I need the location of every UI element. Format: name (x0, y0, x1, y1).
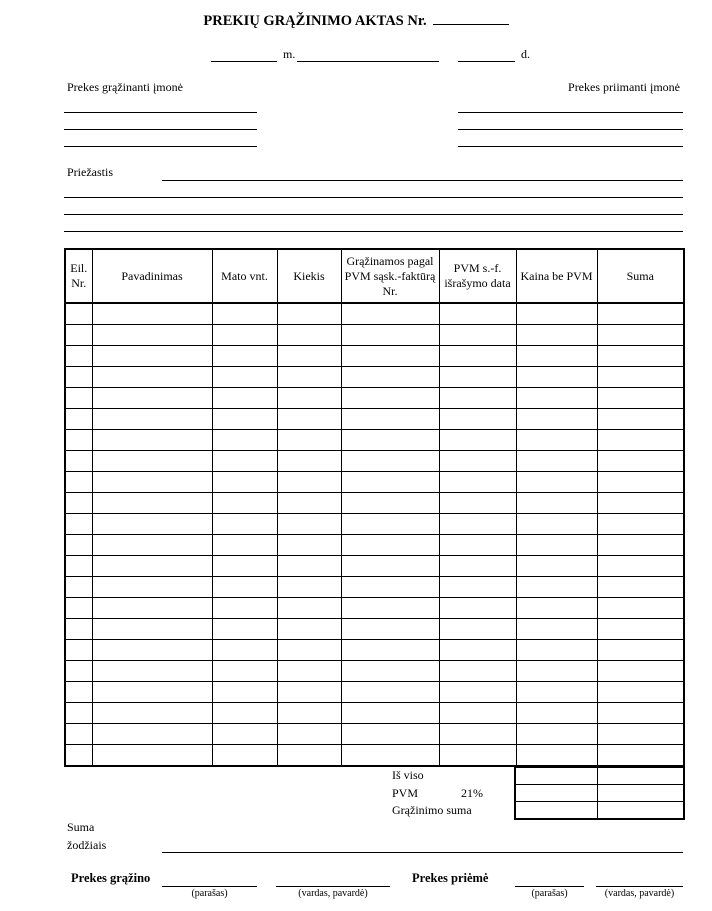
table-cell[interactable] (516, 619, 597, 640)
table-cell[interactable] (439, 367, 516, 388)
table-cell[interactable] (597, 472, 684, 493)
table-cell[interactable] (439, 556, 516, 577)
table-cell[interactable] (597, 598, 684, 619)
table-cell[interactable] (212, 472, 277, 493)
table-cell[interactable] (277, 388, 341, 409)
table-cell[interactable] (212, 619, 277, 640)
table-cell[interactable] (341, 367, 439, 388)
table-cell[interactable] (92, 682, 212, 703)
table-cell[interactable] (65, 682, 92, 703)
table-cell[interactable] (516, 661, 597, 682)
table-cell[interactable] (516, 703, 597, 724)
table-cell[interactable] (516, 640, 597, 661)
return-sum-cell-price[interactable] (515, 802, 597, 820)
table-cell[interactable] (341, 577, 439, 598)
table-cell[interactable] (92, 703, 212, 724)
table-cell[interactable] (65, 493, 92, 514)
returning-company-line-2[interactable] (64, 129, 257, 130)
table-cell[interactable] (516, 451, 597, 472)
returner-signature-line[interactable] (162, 886, 257, 887)
table-cell[interactable] (92, 514, 212, 535)
table-cell[interactable] (516, 577, 597, 598)
returning-company-label: Prekes grąžinanti įmonė (67, 80, 183, 94)
table-cell[interactable] (277, 661, 341, 682)
table-row (65, 661, 684, 682)
table-cell[interactable] (516, 409, 597, 430)
table-cell[interactable] (277, 367, 341, 388)
table-cell[interactable] (212, 514, 277, 535)
table-cell[interactable] (439, 514, 516, 535)
table-cell[interactable] (597, 409, 684, 430)
totals-row-vat (515, 785, 684, 802)
table-cell[interactable] (516, 493, 597, 514)
table-cell[interactable] (597, 451, 684, 472)
year-suffix: m. (283, 47, 296, 61)
table-cell[interactable] (439, 535, 516, 556)
table-cell[interactable] (92, 346, 212, 367)
reason-line-1[interactable] (162, 180, 683, 181)
table-cell[interactable] (516, 745, 597, 767)
receiving-company-line-3[interactable] (458, 146, 683, 147)
receiver-signature-caption: (parašas) (531, 888, 568, 899)
table-cell[interactable] (212, 367, 277, 388)
table-cell[interactable] (277, 724, 341, 745)
table-row (65, 451, 684, 472)
table-row (65, 745, 684, 767)
table-cell[interactable] (516, 598, 597, 619)
table-cell[interactable] (65, 472, 92, 493)
table-cell[interactable] (341, 619, 439, 640)
table-cell[interactable] (277, 598, 341, 619)
table-cell[interactable] (516, 514, 597, 535)
table-cell[interactable] (212, 303, 277, 325)
table-cell[interactable] (65, 430, 92, 451)
table-row (65, 535, 684, 556)
table-cell[interactable] (65, 640, 92, 661)
table-cell[interactable] (439, 619, 516, 640)
table-cell[interactable] (341, 472, 439, 493)
table-cell[interactable] (92, 388, 212, 409)
title-text: PREKIŲ GRĄŽINIMO AKTAS Nr. (203, 13, 427, 29)
table-cell[interactable] (277, 682, 341, 703)
totals-row-return-sum (515, 802, 684, 820)
table-cell[interactable] (277, 409, 341, 430)
table-cell[interactable] (277, 619, 341, 640)
table-cell[interactable] (341, 514, 439, 535)
table-cell[interactable] (65, 535, 92, 556)
items-table (64, 248, 685, 767)
table-cell[interactable] (65, 325, 92, 346)
table-cell[interactable] (277, 745, 341, 767)
receiving-company-line-1[interactable] (458, 112, 683, 113)
table-cell[interactable] (597, 493, 684, 514)
table-cell[interactable] (65, 703, 92, 724)
table-cell[interactable] (597, 682, 684, 703)
table-row (65, 598, 684, 619)
table-cell[interactable] (277, 493, 341, 514)
table-cell[interactable] (277, 303, 341, 325)
table-cell[interactable] (516, 430, 597, 451)
table-cell[interactable] (439, 472, 516, 493)
table-cell[interactable] (212, 661, 277, 682)
table-cell[interactable] (439, 493, 516, 514)
table-cell[interactable] (341, 682, 439, 703)
returns-by-label: Prekes grąžino (71, 871, 151, 885)
table-row (65, 430, 684, 451)
table-cell[interactable] (341, 325, 439, 346)
table-cell[interactable] (65, 409, 92, 430)
table-cell[interactable] (92, 430, 212, 451)
table-cell[interactable] (277, 640, 341, 661)
table-cell[interactable] (92, 451, 212, 472)
table-cell[interactable] (212, 745, 277, 767)
table-cell[interactable] (341, 346, 439, 367)
table-cell[interactable] (597, 388, 684, 409)
table-cell[interactable] (516, 556, 597, 577)
return-sum-cell-sum[interactable] (597, 802, 684, 820)
table-cell[interactable] (439, 325, 516, 346)
table-cell[interactable] (92, 535, 212, 556)
table-cell[interactable] (277, 703, 341, 724)
receiver-signature-line[interactable] (515, 886, 584, 887)
table-row (65, 577, 684, 598)
table-cell[interactable] (516, 682, 597, 703)
date-field-year[interactable] (211, 61, 277, 62)
return-sum-label: Grąžinimo suma (392, 803, 472, 817)
table-cell[interactable] (597, 619, 684, 640)
table-cell[interactable] (212, 535, 277, 556)
table-cell[interactable] (65, 388, 92, 409)
table-cell[interactable] (92, 472, 212, 493)
table-row (65, 703, 684, 724)
totals-table (514, 766, 685, 820)
vat-rate: 21% (461, 786, 483, 800)
table-cell[interactable] (277, 346, 341, 367)
table-cell[interactable] (277, 472, 341, 493)
vat-cell-sum[interactable] (597, 785, 684, 802)
table-row (65, 724, 684, 745)
table-cell[interactable] (439, 430, 516, 451)
day-suffix: d. (521, 47, 530, 61)
table-cell[interactable] (92, 577, 212, 598)
total-cell-sum[interactable] (597, 767, 684, 785)
returning-company-line-3[interactable] (64, 146, 257, 147)
table-cell[interactable] (597, 430, 684, 451)
table-cell[interactable] (212, 577, 277, 598)
date-field-month[interactable] (297, 61, 439, 62)
received-by-label: Prekes priėmė (412, 871, 489, 885)
document-number-field[interactable] (433, 10, 509, 25)
column-header-unit: Mato vnt. (212, 249, 277, 303)
table-cell[interactable] (597, 346, 684, 367)
table-cell[interactable] (439, 682, 516, 703)
table-cell[interactable] (439, 724, 516, 745)
table-cell[interactable] (212, 703, 277, 724)
table-cell[interactable] (341, 535, 439, 556)
table-cell[interactable] (92, 493, 212, 514)
table-cell[interactable] (597, 640, 684, 661)
table-cell[interactable] (439, 745, 516, 767)
column-header-invoice-date: PVM s.-f. išrašymo data (439, 249, 516, 303)
table-cell[interactable] (65, 346, 92, 367)
table-cell[interactable] (597, 514, 684, 535)
table-cell[interactable] (439, 346, 516, 367)
table-cell[interactable] (516, 367, 597, 388)
table-cell[interactable] (439, 388, 516, 409)
table-row (65, 493, 684, 514)
table-row (65, 367, 684, 388)
table-cell[interactable] (341, 303, 439, 325)
column-header-sum: Suma (597, 249, 684, 303)
table-cell[interactable] (439, 703, 516, 724)
table-cell[interactable] (597, 556, 684, 577)
table-cell[interactable] (277, 430, 341, 451)
totals-row-total (515, 767, 684, 785)
table-cell[interactable] (597, 367, 684, 388)
table-cell[interactable] (439, 661, 516, 682)
table-cell[interactable] (277, 577, 341, 598)
table-cell[interactable] (341, 430, 439, 451)
table-cell[interactable] (439, 640, 516, 661)
date-field-day[interactable] (458, 61, 515, 62)
sum-in-words-label-1: Suma (67, 820, 95, 834)
column-header-name: Pavadinimas (92, 249, 212, 303)
column-header-invoice-number: Grąžinamos pagal PVM sąsk.-faktūrą Nr. (341, 249, 439, 303)
table-cell[interactable] (516, 346, 597, 367)
table-header-row (65, 249, 684, 303)
table-cell[interactable] (277, 325, 341, 346)
table-cell[interactable] (92, 724, 212, 745)
table-cell[interactable] (212, 346, 277, 367)
table-cell[interactable] (92, 598, 212, 619)
table-cell[interactable] (92, 303, 212, 325)
reason-line-4[interactable] (64, 231, 683, 232)
table-cell[interactable] (597, 325, 684, 346)
table-cell[interactable] (92, 619, 212, 640)
table-cell[interactable] (597, 661, 684, 682)
table-cell[interactable] (341, 556, 439, 577)
receiving-company-line-2[interactable] (458, 129, 683, 130)
receiver-name-line[interactable] (596, 886, 683, 887)
table-row (65, 556, 684, 577)
table-row (65, 472, 684, 493)
table-cell[interactable] (65, 451, 92, 472)
table-cell[interactable] (92, 556, 212, 577)
table-cell[interactable] (597, 724, 684, 745)
table-cell[interactable] (516, 724, 597, 745)
receiving-company-label: Prekes priimanti įmonė (568, 80, 680, 94)
table-cell[interactable] (65, 303, 92, 325)
table-row (65, 409, 684, 430)
table-cell[interactable] (212, 556, 277, 577)
table-cell[interactable] (341, 598, 439, 619)
table-cell[interactable] (92, 661, 212, 682)
table-cell[interactable] (439, 598, 516, 619)
table-cell[interactable] (516, 535, 597, 556)
returner-signature-caption: (parašas) (191, 888, 228, 899)
column-header-row-number: Eil. Nr. (65, 249, 92, 303)
table-cell[interactable] (277, 514, 341, 535)
document-title (0, 10, 712, 30)
vat-cell-price[interactable] (515, 785, 597, 802)
table-cell[interactable] (65, 724, 92, 745)
table-cell[interactable] (212, 493, 277, 514)
table-row (65, 619, 684, 640)
table-cell[interactable] (516, 472, 597, 493)
sum-in-words-line[interactable] (162, 852, 683, 853)
sum-in-words-label-2: žodžiais (67, 838, 107, 852)
returner-name-line[interactable] (276, 886, 390, 887)
table-cell[interactable] (65, 514, 92, 535)
table-cell[interactable] (65, 661, 92, 682)
table-cell[interactable] (597, 577, 684, 598)
table-cell[interactable] (597, 535, 684, 556)
table-cell[interactable] (341, 661, 439, 682)
table-cell[interactable] (92, 640, 212, 661)
table-row (65, 514, 684, 535)
table-cell[interactable] (341, 451, 439, 472)
table-cell[interactable] (212, 724, 277, 745)
table-cell[interactable] (439, 303, 516, 325)
table-cell[interactable] (439, 409, 516, 430)
table-cell[interactable] (92, 325, 212, 346)
table-cell[interactable] (516, 303, 597, 325)
table-cell[interactable] (341, 724, 439, 745)
table-row (65, 682, 684, 703)
table-cell[interactable] (65, 598, 92, 619)
total-label: Iš viso (392, 768, 424, 782)
reason-line-3[interactable] (64, 214, 683, 215)
table-cell[interactable] (212, 598, 277, 619)
table-cell[interactable] (439, 451, 516, 472)
table-cell[interactable] (65, 619, 92, 640)
table-cell[interactable] (341, 640, 439, 661)
table-cell[interactable] (212, 388, 277, 409)
table-cell[interactable] (516, 388, 597, 409)
table-cell[interactable] (597, 745, 684, 767)
table-row (65, 325, 684, 346)
table-row (65, 346, 684, 367)
table-cell[interactable] (341, 493, 439, 514)
vat-label: PVM (392, 786, 419, 800)
table-cell[interactable] (92, 409, 212, 430)
table-cell[interactable] (212, 430, 277, 451)
receiver-name-caption: (vardas, pavardė) (604, 888, 675, 899)
total-cell-price[interactable] (515, 767, 597, 785)
table-cell[interactable] (212, 451, 277, 472)
table-cell[interactable] (212, 325, 277, 346)
table-cell[interactable] (341, 409, 439, 430)
table-cell[interactable] (92, 745, 212, 767)
reason-line-2[interactable] (64, 197, 683, 198)
table-cell[interactable] (277, 535, 341, 556)
reason-label: Priežastis (67, 165, 113, 179)
table-row (65, 303, 684, 325)
table-cell[interactable] (341, 703, 439, 724)
table-cell[interactable] (341, 745, 439, 767)
table-cell[interactable] (277, 556, 341, 577)
table-cell[interactable] (516, 325, 597, 346)
table-cell[interactable] (65, 745, 92, 767)
table-cell[interactable] (439, 577, 516, 598)
table-cell[interactable] (92, 367, 212, 388)
table-cell[interactable] (65, 577, 92, 598)
table-cell[interactable] (277, 451, 341, 472)
table-cell[interactable] (597, 703, 684, 724)
table-cell[interactable] (65, 556, 92, 577)
table-cell[interactable] (212, 640, 277, 661)
column-header-quantity: Kiekis (277, 249, 341, 303)
table-row (65, 640, 684, 661)
table-cell[interactable] (341, 388, 439, 409)
table-cell[interactable] (65, 367, 92, 388)
table-cell[interactable] (212, 409, 277, 430)
column-header-price-excl-vat: Kaina be PVM (516, 249, 597, 303)
table-row (65, 388, 684, 409)
returning-company-line-1[interactable] (64, 112, 257, 113)
table-cell[interactable] (597, 303, 684, 325)
returner-name-caption: (vardas, pavardė) (298, 888, 368, 899)
table-cell[interactable] (212, 682, 277, 703)
